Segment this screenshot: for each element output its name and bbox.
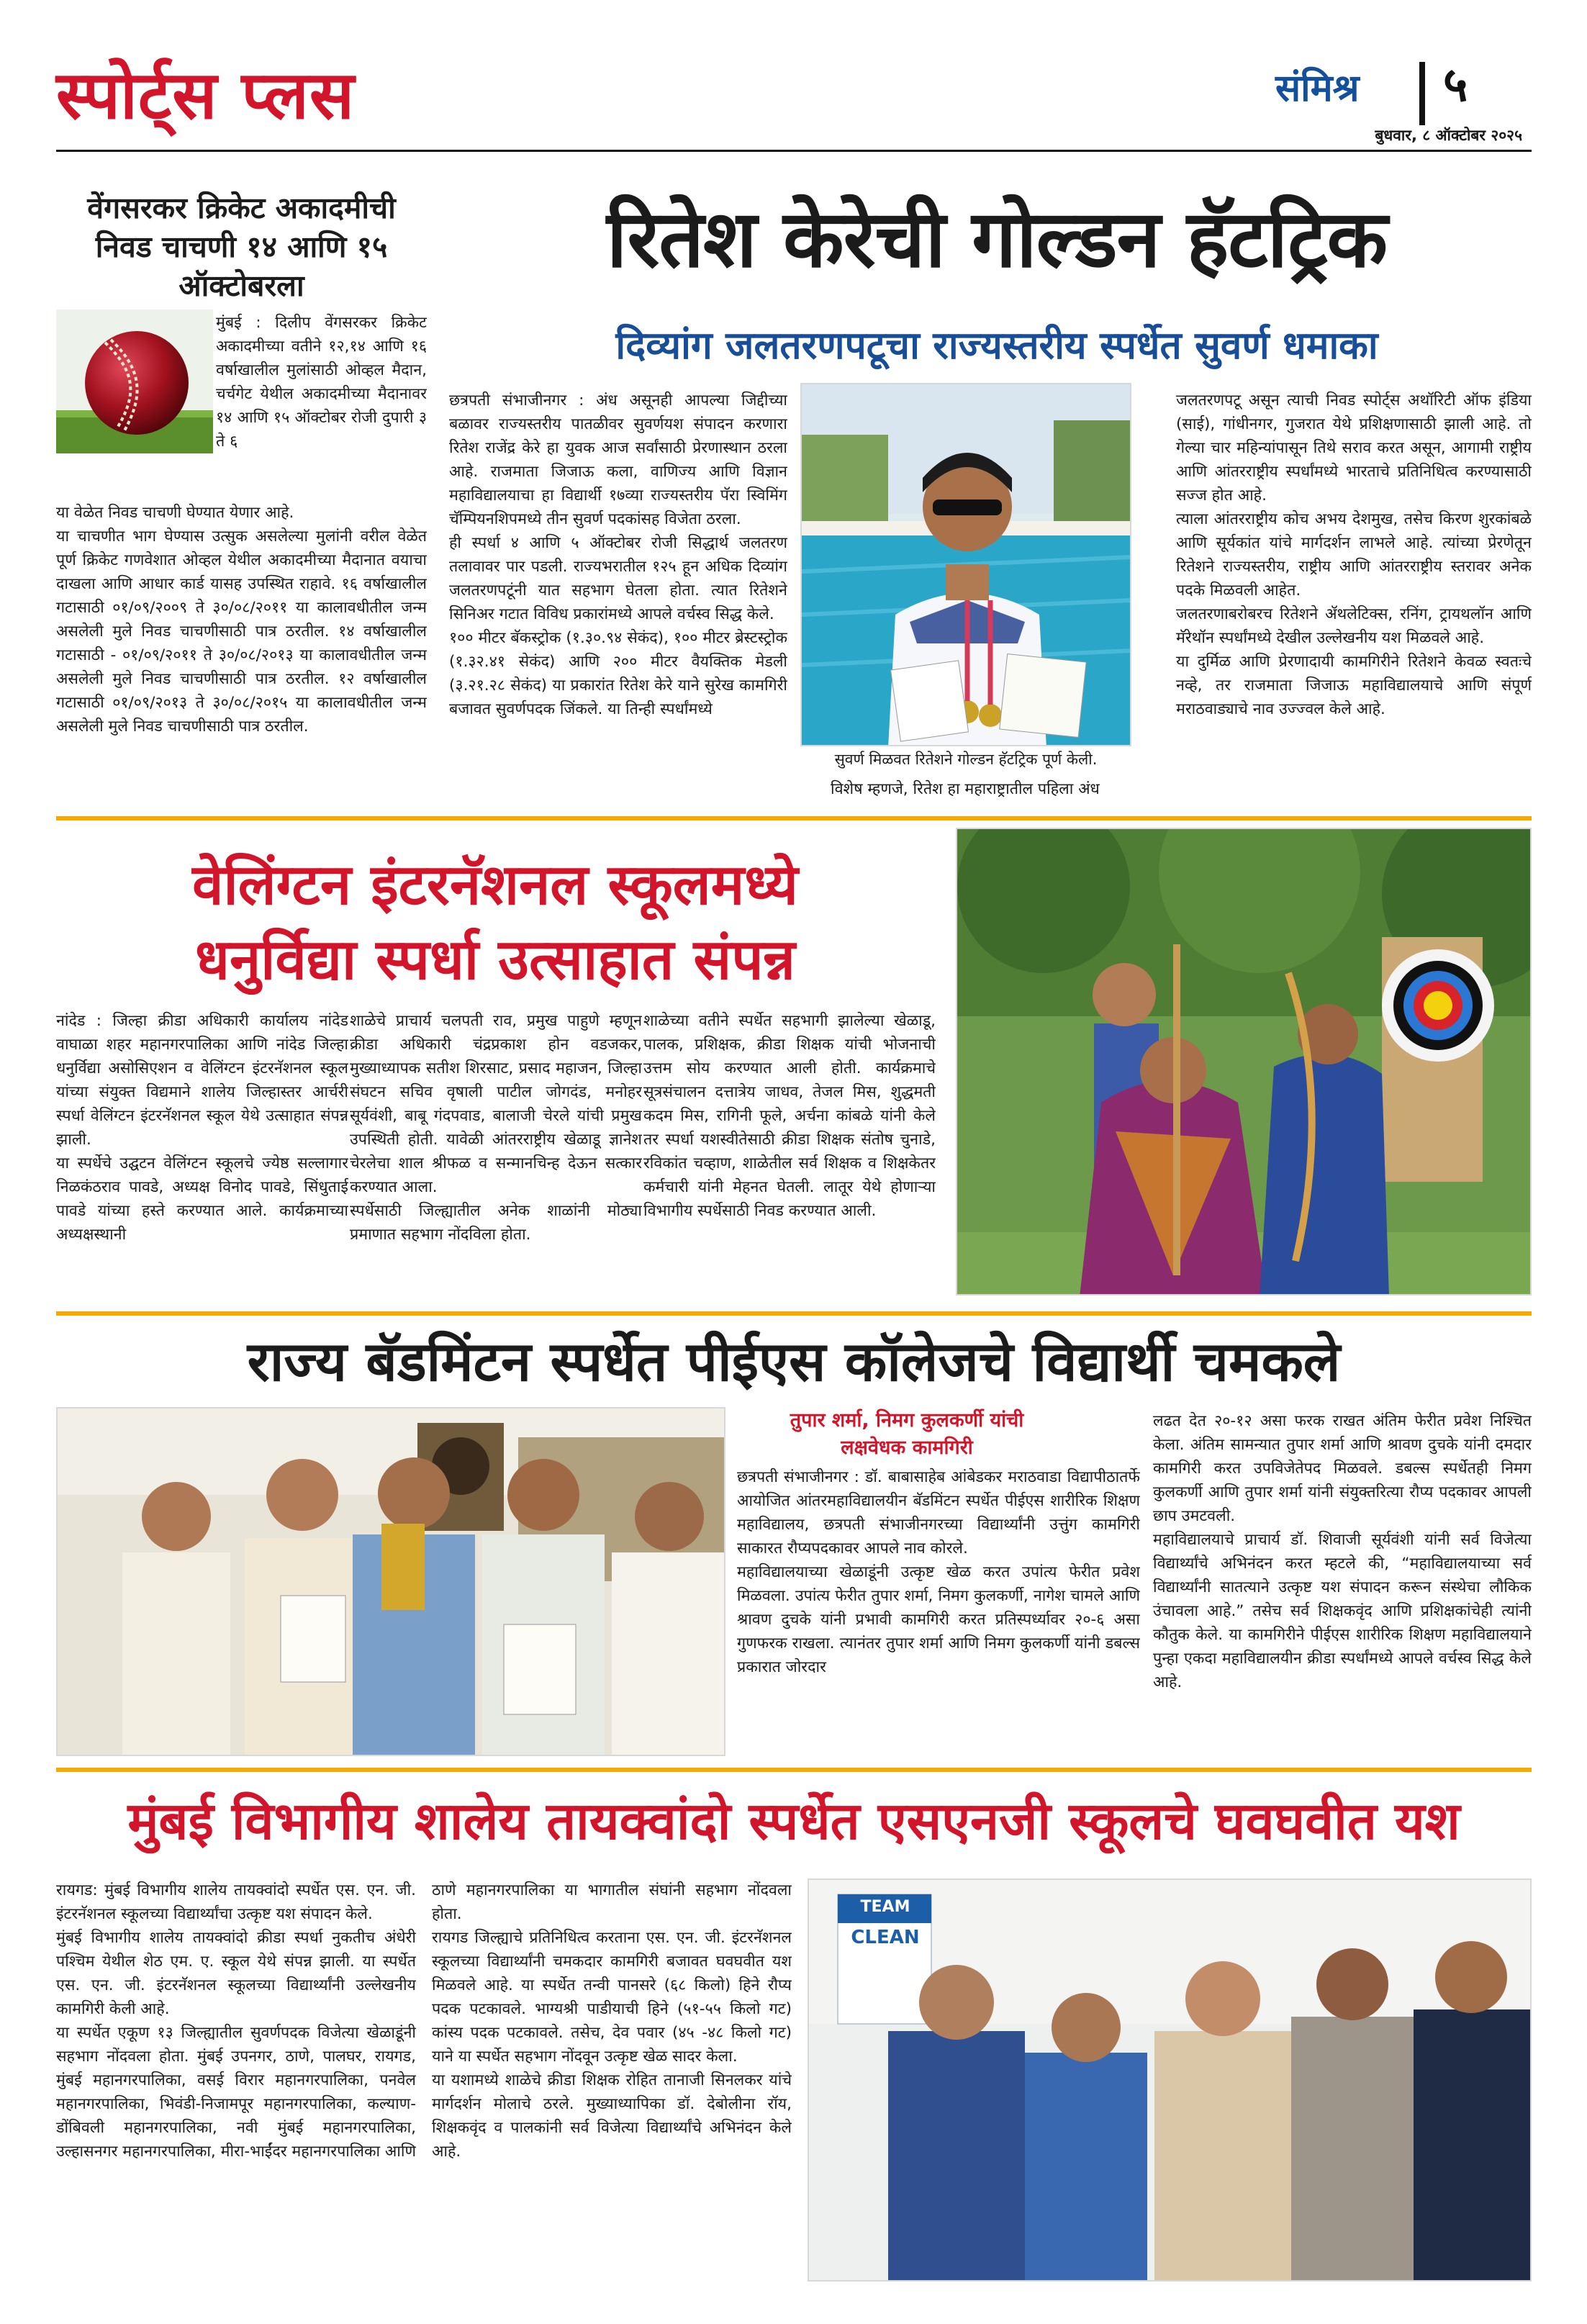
cricket-ball-photo [56,309,213,453]
swimmer-photo [800,383,1131,746]
masthead-title: स्पोर्ट्स प्लस [56,57,356,134]
story4-column-1: रायगड: मुंबई विभागीय शालेय तायक्वांदो स्पर्धेत एस. एन. जी. इंटरनॅशनल स्कूलच्या विद्यार्थ्यांचा उत्कृष्ट यश संपादन केले. मुंबई विभागीय शालेय तायक्वांदो क्रीडा स्पर्धा नुकतीच अंधेरी पश्चिम येथील शेठ एम. ए. स्कूल येथे संपन्न झाली. या स्पर्धेत एस. एन. जी. इंटरनॅशनल स्कूलच्या विद्यार्थ्यांनी उल्लेखनीय कामगिरी केली आहे. या स्पर्धेत एकूण १३ जिल्ह्यातील सुवर्णपदक विजेत्या खेळाडूंनी सहभाग नोंदवला होता. मुंबई उपनगर, ठाणे, पालघर, रायगड, मुंबई महानगरपालिका, वसई विरार महानगरपालिका, पनवेल महानगरपालिका, भिवंडी-निजामपूर महानगरपालिका, कल्याण-डोंबिवली महानगरपालिका, नवी मुंबई महानगरपालिका, उल्हासनगर महानगरपालिका, मीरा-भाईंदर महानगरपालिका आणि [56,1881,416,2161]
story3-subhead: तुपार शर्मा, निमग कुलकर्णी यांची लक्षवेधक कामगिरी [790,1409,1024,1459]
badminton-team-photo [56,1407,725,1756]
sidebar-body-text: या वेळेत निवड चाचणी घेण्यात येणार आहे. या चाचणीत भाग घेण्यास उत्सुक असलेल्या मुलांनी वरील वेळेत पूर्ण क्रिकेट गणवेशात ओव्हल येथील अकादमीच्या मैदानात वयाचा दाखला आणि आधार कार्ड यासह उपस्थित राहावे. १६ वर्षाखालील गटासाठी ०१/०९/२००९ ते ३०/०८/२०११ या कालावधीतील जन्म असलेली मुले निवड चाचणीसाठी पात्र ठरतील. १४ वर्षाखालील गटासाठी - ०१/०९/२०११ ते ३०/०८/२०१३ या कालावधीतील जन्म असलेली मुले निवड चाचणीसाठी पात्र ठरतील. १२ वर्षाखालील गटासाठी ०१/०९/२०१३ ते ३०/०८/२०१५ या कालावधीतील जन्म असलेली मुले निवड चाचणीसाठी पात्र ठरतील. [56,504,427,736]
story4-column-2: ठाणे महानगरपालिका या भागातील संघांनी सहभाग नोंदवला होता. रायगड जिल्ह्याचे प्रतिनिधित्व करताना एस. एन. जी. इंटरनॅशनल स्कूलच्या विद्यार्थ्यांनी चमकदार कामगिरी बजावत घवघवीत यश मिळवले आहे. या स्पर्धेत तन्वी पानसरे (६८ किलो) हिने रौप्य पदक पटकावले. भाग्यश्री पाडीयाची हिने (५१-५५ किलो गट) कांस्य पदक पटकावले. तसेच, देव पवार (४५ -४८ किलो गट) याने या स्पर्धेत सहभाग नोंदवून उत्कृष्ट खेळ सादर केला. या यशामध्ये शाळेचे क्रीडा शिक्षक रोहित तानाजी सिनलकर यांचे मार्गदर्शन मोलाचे ठरले. मुख्याध्यापिका डॉ. देबोलीना रॉय, शिक्षकवृंद व पालकांनी सर्व विजेत्या विद्यार्थ्यांचे अभिनंदन केले आहे. [432,1881,792,2161]
masthead-divider [1419,62,1425,125]
masthead-rule [56,150,1532,152]
sidebar-headline: वेंगसरकर क्रिकेट अकादमीची निवड चाचणी १४ आणि १५ ऑक्टोबरला [87,191,396,303]
story1-subhead: दिव्यांग जलतरणपटूचा राज्यस्तरीय स्पर्धेत सुवर्ण धमाका [615,324,1378,368]
story3-column-1: छत्रपती संभाजीनगर : डॉ. बाबासाहेब आंबेडकर मराठवाडा विद्यापीठातर्फे आयोजित आंतरमहाविद्यालयीन बॅडमिंटन स्पर्धेत पीईएस शारीरिक शिक्षण महाविद्यालय, छत्रपती संभाजीनगरच्या विद्यार्थ्यांनी उत्तुंग कामगिरी साकारत रौप्यपदकावर आपले नाव कोरले. महाविद्यालयाच्या खेळाडूंनी उत्कृष्ट खेळ करत उपांत्य फेरीत प्रवेश मिळवला. उपांत्य फेरीत तुपार शर्मा, निमग कुलकर्णी, नागेश चामले आणि श्रावण दुचके यांनी प्रभावी कामगिरी करत प्रतिस्पर्ध्यावर २०-६ असा गुणफरक राखला. त्यानंतर तुपार शर्मा आणि निमग कुलकर्णी यांनी डबल्स प्रकारात जोरदार [737,1468,1140,1676]
swimmer-photo-caption: सुवर्ण मिळवत रितेशने गोल्डन हॅटट्रिक पूर्ण केली. [834,751,1098,768]
poster-text-clean: CLEAN [851,1927,920,1948]
story1-column-2-tail: विशेष म्हणजे, रितेश हा महाराष्ट्रातील पहिला अंध [831,780,1100,798]
poster-text-team: TEAM [860,1898,910,1916]
story1-headline: रितेश केरेची गोल्डन हॅटट्रिक [606,193,1388,285]
section-divider-3 [56,1768,1532,1772]
page-number: ५ [1443,57,1468,112]
story1-column-1: छत्रपती संभाजीनगर : अंध असूनही आपल्या जिद्दीच्या बळावर राज्यस्तरीय पातळीवर सुवर्णयश संपादन करणारा रितेश राजेंद्र केरे हा युवक आज सर्वांसाठी प्रेरणास्थान ठरला आहे. राजमाता जिजाऊ कला, वाणिज्य आणि विज्ञान महाविद्यालयाचा हा विद्यार्थी १७व्या राज्यस्तरीय पॅरा स्विमिंग चॅम्पियनशिपमध्ये तीन सुवर्ण पदकांसह विजेता ठरला. ही स्पर्धा ४ आणि ५ ऑक्टोबर रोजी सिद्धार्थ जलतरण तलावावर पार पडली. राज्यभरातील १२५ हून अधिक दिव्यांग जलतरणपटूंनी यात सहभाग घेतला होता. त्यात रितेशने सिनिअर गटात विविध प्रकारांमध्ये आपले वर्चस्व सिद्ध केले. १०० मीटर बॅकस्ट्रोक (१.३०.९४ सेकंद), १०० मीटर ब्रेस्टस्ट्रोक (१.३२.४१ सेकंद) आणि २०० मीटर वैयक्तिक मेडली (३.२१.२८ सेकंद) या प्रकारांत रितेश केरे याने सुरेख कामगिरी बजावत सुवर्णपदक जिंकले. या तिन्ही स्पर्धांमध्ये [449,392,787,718]
story3-headline: राज्य बॅडमिंटन स्पर्धेत पीईएस कॉलेजचे विद्यार्थी चमकले [247,1329,1341,1393]
story4-headline: मुंबई विभागीय शालेय तायक्वांदो स्पर्धेत एसएनजी स्कूलचे घवघवीत यश [127,1791,1460,1851]
story2-column-3: शाळेच्या वतीने स्पर्धेत सहभागी झालेल्या खेळाडू, पालक, प्रशिक्षक, क्रीडा शिक्षक यांची भोजनाची उत्तम सोय करण्यात आली होती. कार्यक्रमाचे सूत्रसंचालन दत्तात्रेय जाधव, तेजल मिस, शुद्धमती कदम मिस, रागिनी फूले, अर्चना कांबळे यांनी केले तर स्पर्धा यशस्वीतेसाठी क्रीडा शिक्षक संतोष चुनाडे, रविकांत चव्हाण, शाळेतील सर्व शिक्षक व शिक्षकेतर कर्मचारी यांनी मेहनत घेतली. लातूर येथे होणाऱ्या विभागीय स्पर्धेसाठी निवड करण्यात आली. [643,1012,936,1220]
story2-column-2: शाळेचे प्राचार्य चलपती राव, प्रमुख पाहुणे म्हणून क्रीडा अधिकारी चंद्रप्रकाश होन वडजकर, मुख्याध्यापक सतीश शिरसाट, प्रसाद महाजन, जिल्हा संघटन सचिव वृषाली पाटील जोगदंड, मनोहर सूर्यवंशी, बाबू गंदपवाड, बालाजी चेरले यांची प्रमुख उपस्थिती होती. यावेळी आंतरराष्ट्रीय खेळाडू ज्ञानेश चेरलेचा शाल श्रीफळ व सन्मानचिन्ह देऊन सत्कार करण्यात आला. स्पर्धेसाठी जिल्ह्यातील अनेक शाळांनी मोठ्या प्रमाणात सहभाग नोंदविला होता. [350,1012,642,1244]
story2-column-1: नांदेड : जिल्हा क्रीडा अधिकारी कार्यालय नांदेड वाघाळा शहर महानगरपालिका आणि नांदेड जिल्हा धनुर्विद्या असोसिएशन व वेलिंग्टन इंटरनॅशनल स्कूल यांच्या संयुक्त विद्यमाने शालेय जिल्हास्तर आर्चरी स्पर्धा वेलिंग्टन इंटरनॅशनल स्कूल येथे उत्साहात संपन्न झाली. या स्पर्धेचे उद्घटन वेलिंग्टन स्कूलचे ज्येष्ठ सल्लागार निळकंठराव पावडे, अध्यक्ष विनोद पावडे, सिंधुताई पावडे यांच्या हस्ते करण्यात आले. कार्यक्रमाच्या अध्यक्षस्थानी [56,1012,348,1244]
section-divider-2 [56,1311,1532,1316]
sidebar-intro-text: मुंबई : दिलीप वेंगसरकर क्रिकेट अकादमीच्या वतीने १२,१४ आणि १६ वर्षाखालील मुलांसाठी ओव्हल मैदान, चर्चगेट येथील अकादमीच्या मैदानावर १४ आणि १५ ऑक्टोबर रोजी दुपारी ३ ते ६ [216,314,427,451]
archery-photo [956,828,1532,1296]
section-divider-1 [56,816,1532,820]
story3-column-2: लढत देत २०-१२ असा फरक राखत अंतिम फेरीत प्रवेश निश्चित केला. अंतिम सामन्यात तुपार शर्मा आणि श्रावण दुचके यांनी दमदार कामगिरी करत उपविजेतेपद मिळवले. डबल्स स्पर्धेतही निमग कुलकर्णी आणि तुपार शर्मा यांनी संयुक्तरित्या रौप्य पदकावर आपली छाप उमटवली. महाविद्यालयाचे प्राचार्य डॉ. शिवाजी सूर्यवंशी यांनी सर्व विजेत्या विद्यार्थ्यांचे अभिनंदन करत म्हटले की, “महाविद्यालयाच्या सर्व विद्यार्थ्यांनी सातत्याने उत्कृष्ट यश संपादन करून संस्थेचा लौकिक उंचावला आहे.” तसेच सर्व शिक्षकवृंद आणि प्रशिक्षकांचेही त्यांनी कौतुक केले. या कामगिरीने पीईएस शारीरिक शिक्षण महाविद्यालयाने पुन्हा एकदा महाविद्यालयीन क्रीडा स्पर्धांमध्ये आपले वर्चस्व सिद्ध केले आहे. [1153,1412,1532,1691]
section-label: संमिश्र [1275,67,1360,110]
masthead-date: बुधवार, ८ ऑक्टोबर २०२५ [1375,127,1522,144]
story1-column-3: जलतरणपटू असून त्याची निवड स्पोर्ट्स अथॉरिटी ऑफ इंडिया (साई), गांधीनगर, गुजरात येथे प्रशिक्षणासाठी झाली आहे. तो गेल्या चार महिन्यांपासून तिथे सराव करत असून, आगामी राष्ट्रीय आणि आंतरराष्ट्रीय स्पर्धांमध्ये भारताचे प्रतिनिधित्व करण्यासाठी सज्ज होत आहे. त्याला आंतरराष्ट्रीय कोच अभय देशमुख, तसेच किरण शुरकांबळे आणि सूर्यकांत यांचे मार्गदर्शन लाभले आहे. त्यांच्या प्रेरणेतून रितेशने राज्यस्तरीय, राष्ट्रीय आणि आंतरराष्ट्रीय स्तरावर अनेक पदके मिळवली आहेत. जलतरणाबरोबरच रितेशने ॲथलेटिक्स, रनिंग, ट्रायथलॉन आणि मॅरेथॉन स्पर्धांमध्ये देखील उल्लेखनीय यश मिळवले आहे. या दुर्मिळ आणि प्रेरणादायी कामगिरीने रितेशने केवळ स्वतःचे नव्हे, तर राजमाता जिजाऊ महाविद्यालयाचे आणि संपूर्ण मराठवाड्याचे नाव उज्ज्वल केले आहे. [1176,392,1532,718]
story2-headline-line-1: वेलिंग्टन इंटरनॅशनल स्कूलमध्ये [192,853,798,918]
story2-headline-line-2: धनुर्विद्या स्पर्धा उत्साहात संपन्न [194,928,795,993]
